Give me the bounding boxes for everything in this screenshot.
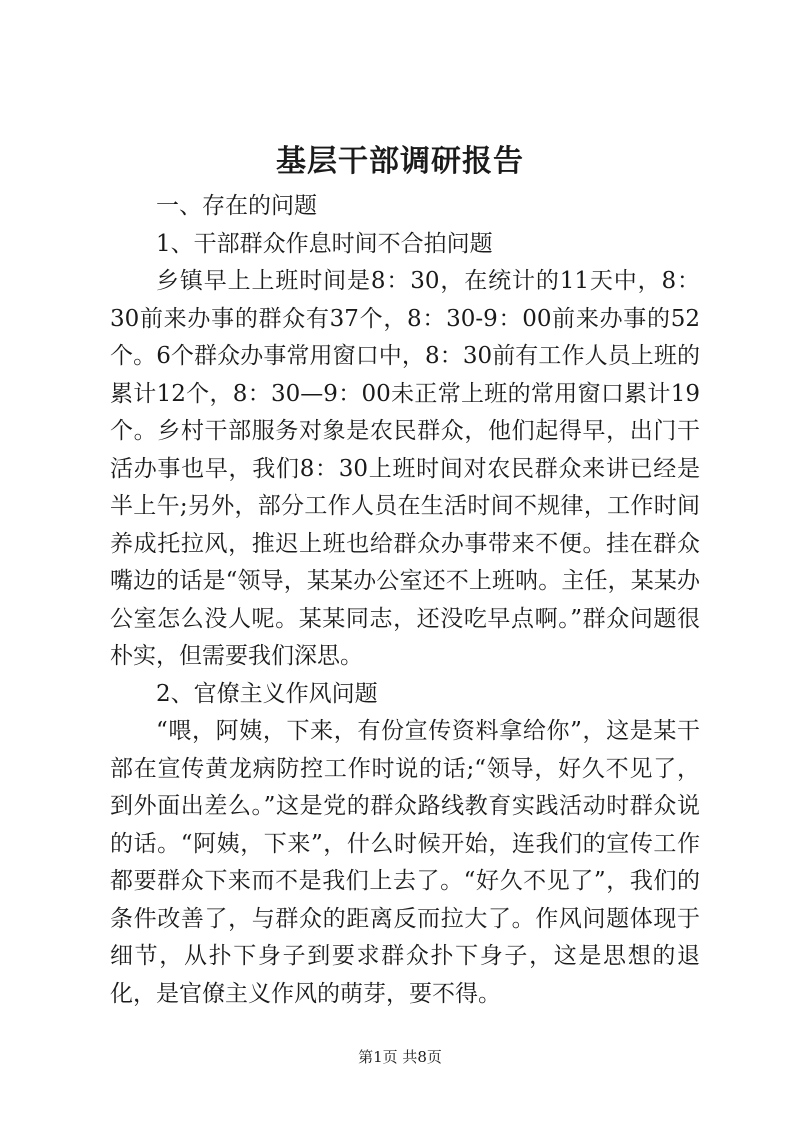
paragraph-schedule-details: 乡镇早上上班时间是8：30，在统计的11天中，8：30前来办事的群众有37个，8：30-9：00前来办事的52个。6个群众办事常用窗口中，8：30前有工作人员上班的累计12个，8：30—9：00未正常上班的常用窗口累计19个。乡村干部服务对象是农民群众，他们起得早，出门干活办事也早，我们8：30上班时间对农民群众来讲已经是半上午;另外，部分工作人员在生活时间不规律，工作时间养成托拉风，推迟上班也给群众办事带来不便。挂在群众嘴边的话是“领导，某某办公室还不上班呐。主任，某某办公室怎么没人呢。某某同志，还没吃早点啊。”群众问题很朴实，但需要我们深思。 xyxy=(110,268,700,669)
page-number-footer: 第1页 共8页 xyxy=(358,1048,442,1066)
subheading-schedule-mismatch: 1、干部群众作息时间不合拍问题 xyxy=(156,230,493,257)
subheading-bureaucratism: 2、官僚主义作风问题 xyxy=(156,680,378,707)
document-body xyxy=(110,188,700,1013)
paragraph-bureaucratism-details: “喂，阿姨，下来，有份宣传资料拿给你”，这是某干部在宣传黄龙病防控工作时说的话;“领导，好久不见了，到外面出差么。”这是党的群众路线教育实践活动时群众说的话。“阿姨，下来”，什么时候开始，连我们的宣传工作都要群众下来而不是我们上去了。“好久不见了”，我们的条件改善了，与群众的距离反而拉大了。作风问题体现于细节，从扑下身子到要求群众扑下身子，这是思想的退化，是官僚主义作风的萌芽，要不得。 xyxy=(110,718,700,1007)
section-heading-problems: 一、存在的问题 xyxy=(156,193,317,219)
document-title: 基层干部调研报告 xyxy=(276,144,524,179)
